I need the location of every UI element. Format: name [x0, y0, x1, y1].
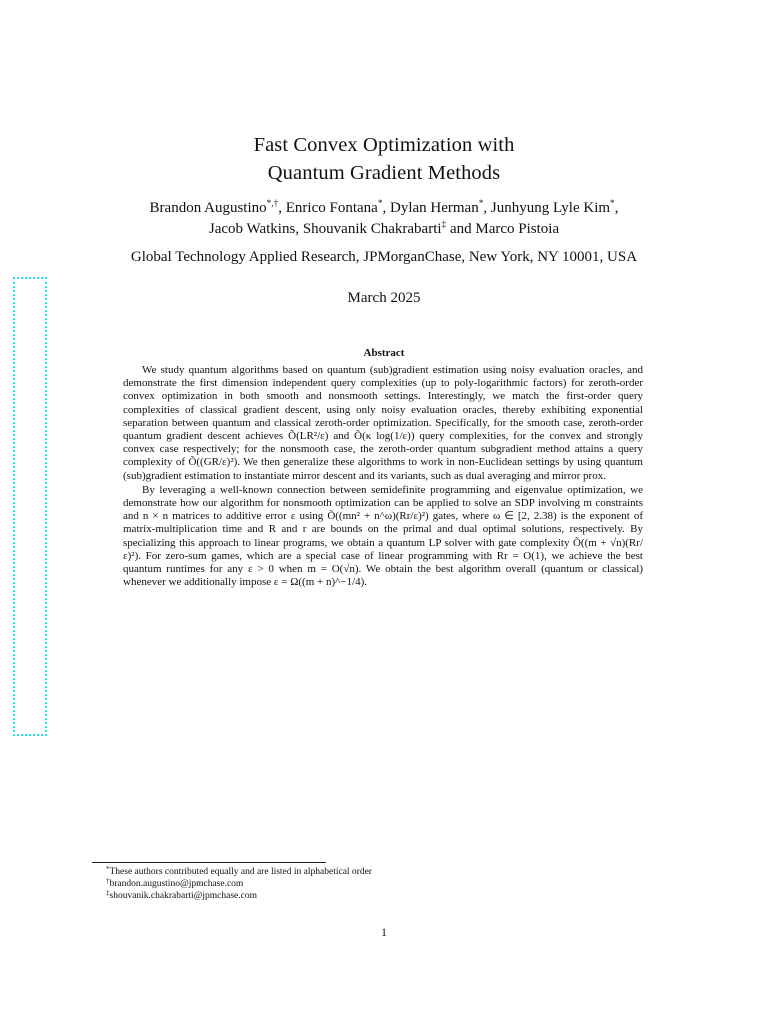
abstract-paragraph-2: By leveraging a well-known connection between semidefinite programming and eigenvalue optimization, we demonstrate how our algorithm for nonsmooth optimization can be applied to solve an SDP involving m constraints and n × n matrices to additive error ε using Õ((mn² + n^ω)(Rr/ε)²) gates, where ω ∈ [2, 2.38) is the exponent of matrix-multiplication time and R and r are bounds on the primal and dual optimal solutions, respectively. By specializing this approach to linear programs, we obtain a quantum LP solver with gate complexity Õ((m + √n)(Rr/ε)²). For zero-sum games, which are a special case of linear programming with Rr = O(1), we achieve the best quantum runtimes for any ε > 0 when m = O(√n). We obtain the best algorithm overall (quantum or classical) whenever we additionally impose ε = Ω((m + n)^−1/4). [123, 483, 643, 589]
footnote-email[interactable]: brandon.augustino@jpmchase.com [109, 879, 244, 889]
footnote-text: These authors contributed equally and are listed in alphabetical order [109, 867, 372, 877]
author-mark[interactable]: *,† [266, 199, 279, 209]
author-name: and Marco Pistoia [449, 221, 560, 237]
author-name: Dylan Herman [389, 200, 479, 216]
author-mark[interactable]: * [478, 199, 484, 209]
footnote-mark: ‡ [106, 889, 110, 897]
publication-date: March 2025 [347, 290, 421, 306]
author-mark[interactable]: ‡ [441, 220, 447, 230]
title-line-2: Quantum Gradient Methods [267, 162, 501, 184]
footnote [106, 878, 372, 890]
author-name: Brandon Augustino [149, 200, 267, 216]
footnotes [106, 866, 372, 902]
author-mark[interactable]: * [377, 199, 383, 209]
footnote-mark: * [106, 865, 110, 873]
affiliation: Global Technology Applied Research, JPMorganChase, New York, NY 10001, USA [130, 249, 638, 265]
author-name: Shouvanik Chakrabarti [302, 221, 442, 237]
page-number: 1 [381, 925, 387, 939]
footnote-divider [92, 862, 326, 863]
footnote-mark: † [106, 877, 110, 885]
abstract-paragraph-1: We study quantum algorithms based on quantum (sub)gradient estimation using noisy evaluation oracles, and demonstrate the first dimension independent query complexities (up to poly-logarithmic factors) for zeroth-order convex optimization in both smooth and nonsmooth settings. Interestingly, we match the first-order query complexities of classical gradient descent, using only noisy evaluation oracles, thereby exhibiting exponential separation between quantum and classical zeroth-order optimization. Specifically, for the smooth case, zeroth-order quantum gradient descent achieves Õ(LR²/ε) and Õ(κ log(1/ε)) query complexities, for the convex and strongly convex case respectively; for the nonsmooth case, the zeroth-order quantum subgradient method attains a query complexity of Õ((GR/ε)²). We then generalize these algorithms to work in non-Euclidean settings by using quantum (sub)gradient estimation to instantiate mirror descent and its variants, such as dual averaging and mirror prox. [123, 364, 643, 482]
abstract-heading: Abstract [363, 347, 405, 359]
author-name: Jacob Watkins [208, 221, 296, 237]
footnote [106, 866, 372, 878]
title-line-1: Fast Convex Optimization with [253, 134, 515, 156]
author-line-1: Brandon Augustino*,†, Enrico Fontana*, Dylan Herman*, Junhyung Lyle Kim*, [149, 199, 619, 216]
author-name: Junhyung Lyle Kim [490, 200, 611, 216]
author-line-2: Jacob Watkins, Shouvanik Chakrabarti‡ and Marco Pistoia [208, 220, 560, 237]
author-list [0, 198, 768, 240]
paper-title [0, 131, 768, 187]
author-name: Enrico Fontana [285, 200, 378, 216]
author-mark[interactable]: * [610, 199, 615, 209]
footnote [106, 890, 372, 902]
abstract-body [123, 364, 643, 589]
footnote-email[interactable]: shouvanik.chakrabarti@jpmchase.com [109, 891, 258, 901]
